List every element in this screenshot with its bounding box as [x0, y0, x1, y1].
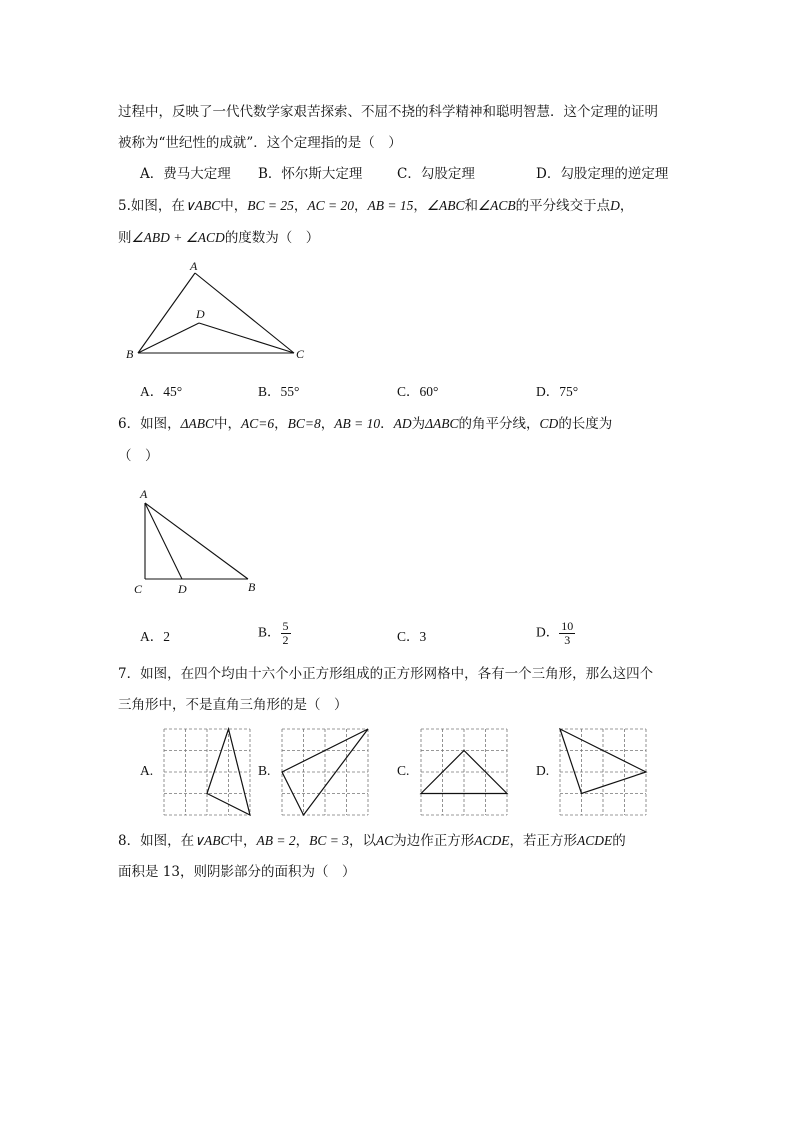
q4-line1: 过程中，反映了一代代数学家艰苦探索、不屈不挠的科学精神和聪明智慧．这个定理的证明: [118, 104, 658, 120]
q4-line2: 被称为“世纪性的成就”．这个定理指的是（ ）: [118, 135, 402, 151]
q7-line1: 7．如图，在四个均由十六个小正方形组成的正方形网格中，各有一个三角形，那么这四个: [118, 666, 654, 682]
q8-line2: 面积是 13，则阴影部分的面积为（ ）: [118, 864, 356, 880]
q6-is: 为: [411, 416, 426, 432]
q5-seg-ac: [195, 273, 294, 353]
q6-bisector: 的角平分线，: [458, 416, 540, 432]
q5-suffix: 的平分线交于点: [515, 198, 611, 214]
q6-ad: AD: [393, 416, 412, 431]
q8-ac: AC: [375, 833, 394, 848]
q6-option-d-num: 10: [561, 619, 574, 633]
q6-option-d-label: D．: [536, 624, 560, 640]
q7-label-c: C.: [397, 763, 410, 778]
q6-ab: AB = 10: [334, 416, 381, 431]
q5-angle2: ∠ACB: [478, 198, 516, 213]
q5-ab: AB = 15: [367, 198, 414, 213]
q8-triangle: ∨ABC: [194, 833, 230, 848]
q5-option-a: A．45°: [140, 384, 183, 399]
q5-label-b: B: [126, 347, 134, 361]
q6-option-d: [536, 620, 575, 647]
q6-option-d-fraction: [559, 620, 575, 647]
q8-acde2: ACDE: [576, 833, 613, 848]
q6-suffix: 的长度为: [558, 416, 613, 432]
q7-grid-b: [282, 729, 368, 815]
q6-label-c: C: [134, 582, 143, 596]
q6-label-b: B: [248, 580, 256, 594]
q5-option-c: C．60°: [397, 384, 439, 399]
q7-label-a: A.: [140, 763, 154, 778]
q5-seg-ab: [138, 273, 195, 353]
q5-bc: BC = 25: [247, 198, 294, 213]
q8-square-text: 为边作正方形: [393, 833, 475, 849]
q4-option-c: C．勾股定理: [397, 166, 475, 182]
q5-line1: 5.如图，在∨ABC中，BC = 25，AC = 20，AB = 15，∠ABC和∠ACB的平分线交于点D，: [118, 198, 634, 214]
q6-option-b-num: 5: [282, 619, 289, 633]
q6-line2: （ ）: [118, 448, 159, 464]
q5-angle1: ∠ABC: [426, 198, 465, 213]
q8-line1: 8．如图，在∨ABC中，AB = 2，BC = 3，以AC为边作正方形ACDE，若正方形ACDE的: [118, 833, 626, 849]
q7-grid-a: [164, 729, 250, 815]
q5-triangle: ∨ABC: [184, 198, 221, 213]
q6-label-a: A: [140, 487, 148, 501]
q5-label-c: C: [296, 347, 305, 361]
q5-expr: ∠ABD + ∠ACD: [131, 230, 225, 245]
q5-option-d: D．75°: [536, 384, 579, 399]
q7-label-d: D.: [536, 763, 550, 778]
q8-ab: AB = 2: [256, 833, 296, 848]
q7-line2: 三角形中，不是直角三角形的是（ ）: [118, 697, 348, 713]
q6-option-b-label: B．: [258, 624, 281, 640]
q5-figure: [120, 258, 320, 368]
q6-cd: CD: [539, 416, 559, 431]
q5-seg-dc: [199, 323, 294, 353]
q5-seg-bd: [138, 323, 199, 353]
q8-prefix: 8．如图，在: [118, 833, 195, 849]
q4-option-b: B．怀尔斯大定理: [258, 166, 363, 182]
q6-bc: BC=8: [287, 416, 321, 431]
q6-option-b: [258, 620, 291, 647]
q5-line2-suffix: 的度数为（ ）: [224, 230, 320, 246]
q6-label-d: D: [178, 582, 187, 596]
q5-line2: [118, 228, 319, 248]
q6-line1: 6．如图，ΔABC中，AC=6，BC=8，AB = 10．AD为ΔABC的角平分线，CD的长度为: [118, 416, 613, 432]
q6-ac: AC=6: [241, 416, 275, 431]
q5-label-d: D: [196, 307, 205, 321]
q6-mid: 中，: [214, 416, 242, 432]
q7-grid-d: [560, 729, 646, 815]
q6-triangle2: ΔABC: [425, 416, 459, 431]
q5-line2-prefix: 则: [118, 230, 132, 246]
q4-option-d: D．勾股定理的逆定理: [536, 166, 669, 182]
q8-of: 的: [612, 833, 626, 849]
q6-seg-ad: [145, 503, 182, 579]
q8-bc: BC = 3: [309, 833, 349, 848]
q7-label-b: B.: [258, 763, 271, 778]
q6-option-b-den: 2: [282, 633, 289, 647]
q6-option-d-den: 3: [564, 633, 571, 647]
q5-mid: 中，: [220, 198, 248, 214]
q6-option-b-fraction: [281, 620, 291, 647]
q8-take: ，以: [348, 833, 376, 849]
q6-seg-ab: [145, 503, 248, 579]
q6-triangle: ΔABC: [180, 416, 215, 431]
q5-and: 和: [464, 198, 478, 214]
q5-option-b: B．55°: [258, 384, 300, 399]
q5-label-a: A: [190, 259, 198, 273]
q4-option-a: A．费马大定理: [140, 166, 231, 182]
q6-option-a: A．2: [140, 629, 170, 644]
q8-if: ，若正方形: [509, 833, 577, 849]
q6-option-c: C．3: [397, 629, 427, 644]
q8-mid: 中，: [229, 833, 257, 849]
q7-grid-c: [421, 729, 507, 815]
q6-figure: [130, 485, 270, 600]
q5-prefix: 5.如图，在: [118, 198, 185, 214]
q5-point: D: [610, 198, 620, 213]
q6-prefix: 6．如图，: [118, 416, 181, 432]
q5-ac: AC = 20: [307, 198, 355, 213]
q8-acde: ACDE: [474, 833, 510, 848]
